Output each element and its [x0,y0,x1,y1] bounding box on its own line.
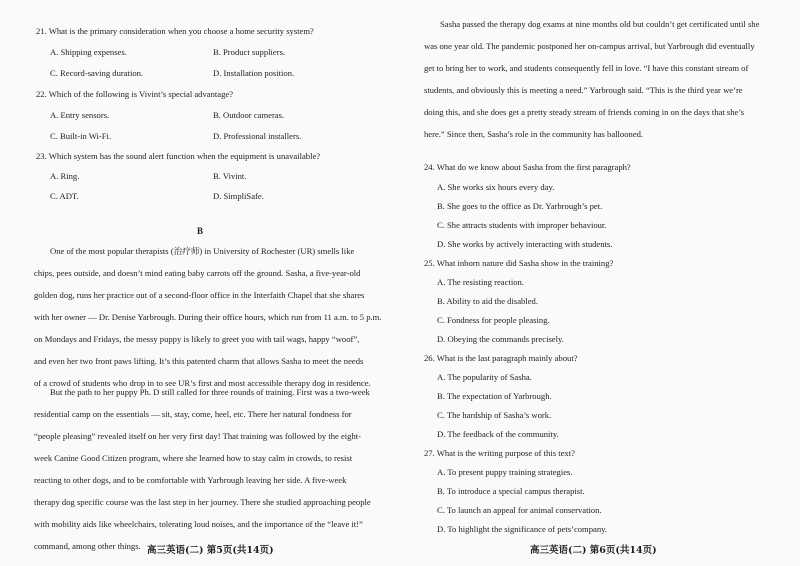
q27-option-d: D. To highlight the significance of pets’company. [437,524,608,534]
p1-line-6: and even her two front paws lifting. It’s this patented charm that allows Sasha to meet the needs [34,356,364,366]
q25-stem: 25. What inborn nature did Sasha show in the training? [424,258,614,268]
q24-option-a: A. She works six hours every day. [437,182,555,192]
p3-line-5: doing this, and she does get a pretty steady stream of friends coming in on the days that she’s [424,107,745,117]
q25-option-a: A. The resisting reaction. [437,277,524,287]
p1-line-5: on Mondays and Fridays, the messy puppy is likely to greet you with tail wags, happy “woof”, [34,334,360,344]
q21-stem: 21. What is the primary consideration when you choose a home security system? [36,26,314,36]
q25-option-c: C. Fondness for people pleasing. [437,315,550,325]
q22-option-b: B. Outdoor cameras. [213,110,285,120]
q25-option-b: B. Ability to aid the disabled. [437,296,538,306]
q22-option-c: C. Built-in Wi-Fi. [50,131,112,141]
q24-stem: 24. What do we know about Sasha from the first paragraph? [424,162,631,172]
p1-line-1: One of the most popular therapists (治疗师) in University of Rochester (UR) smells like [50,246,355,256]
p3-line-3: get to bring her to work, and students consequently fell in love. “I have this constant stream of [424,63,749,73]
passage-paragraph-3 [424,13,776,145]
q22-option-a: A. Entry sensors. [50,110,110,120]
right-page-footer: 高三英语(二) 第6页(共14页) [530,545,657,556]
p2-line-3: “people pleasing” revealed itself on her very first day! That training was followed by the eight- [34,431,362,441]
right-page [400,0,800,566]
p2-line-7: with mobility aids like wheelchairs, tolerating loud noises, and the importance of the “leave it!” [34,519,363,529]
p3-line-1: Sasha passed the therapy dog exams at nine months old but couldn’t get certificated until she [440,19,760,29]
q27-option-b: B. To introduce a special campus therapist. [437,486,585,496]
q23-stem: 23. Which system has the sound alert function when the equipment is unavailable? [36,151,321,161]
q23-option-b: B. Vivint. [213,171,247,181]
p3-line-4: students, and obviously this is meeting a need.” Yarbrough said. “This is the third year we’re [424,85,743,95]
q23-option-c: C. ADT. [50,191,79,201]
p3-line-2: was one year old. The pandemic postponed her on-campus arrival, but Yarbrough did eventually [424,41,755,51]
section-label: B [197,226,204,236]
p2-line-8: command, among other things. [34,541,141,551]
p2-line-2: residential camp on the essentials — sit, stay, come, heel, etc. There her natural fondness for [34,409,352,419]
q26-option-b: B. The expectation of Yarbrough. [437,391,552,401]
p2-line-1: But the path to her puppy Ph. D still called for three rounds of training. First was a two-week [50,387,370,397]
p3-line-6: here.” Since then, Sasha’s role in the community has ballooned. [424,129,644,139]
q21-option-c: C. Record-saving duration. [50,68,144,78]
passage-paragraph-1 [34,240,382,394]
p2-line-5: reacting to other dogs, and to be comfortable with Yarbrough leaving her side. A five-week [34,475,347,485]
p1-line-4: with her owner — Dr. Denise Yarbrough. During their office hours, which run from 11 a.m. to 5 p.m. [34,312,382,322]
q21-option-d: D. Installation position. [213,68,295,78]
q26-option-d: D. The feedback of the community. [437,429,559,439]
p2-line-6: therapy dog specific course was the last step in her journey. There she studied approaching people [34,497,371,507]
q23-option-d: D. SimpliSafe. [213,191,264,201]
left-page-footer: 高三英语(二) 第5页(共14页) [147,545,274,556]
p1-line-2: chips, pees outside, and doesn’t mind eating baby carrots off the ground. Sasha, a five-year-old [34,268,361,278]
q26-option-a: A. The popularity of Sasha. [437,372,532,382]
q26-stem: 26. What is the last paragraph mainly about? [424,353,578,363]
p1-line-7: of a crowd of students who drop in to see UR’s first and most accessible therapy dog in residence. [34,378,371,388]
q24-option-b: B. She goes to the office as Dr. Yarbrough’s pet. [437,201,603,211]
q22-option-d: D. Professional installers. [213,131,302,141]
q22-stem: 22. Which of the following is Vivint’s special advantage? [36,89,234,99]
p1-line-3: golden dog, runs her practice out of a second-floor office in the Interfaith Chapel that she shares [34,290,365,300]
q27-stem: 27. What is the writing purpose of this text? [424,448,575,458]
q27-option-c: C. To launch an appeal for animal conservation. [437,505,602,515]
q23-option-a: A. Ring. [50,171,80,181]
passage-paragraph-2 [34,381,378,557]
q21-option-b: B. Product suppliers. [213,47,286,57]
q26-option-c: C. The hardship of Sasha’s work. [437,410,552,420]
q24-option-c: C. She attracts students with improper behaviour. [437,220,607,230]
q21-option-a: A. Shipping expenses. [50,47,127,57]
q27-option-a: A. To present puppy training strategies. [437,467,573,477]
p2-line-4: week Canine Good Citizen program, where she learned how to stay calm in crowds, to resist [34,453,353,463]
q25-option-d: D. Obeying the commands precisely. [437,334,564,344]
q24-option-d: D. She works by actively interacting with students. [437,239,613,249]
